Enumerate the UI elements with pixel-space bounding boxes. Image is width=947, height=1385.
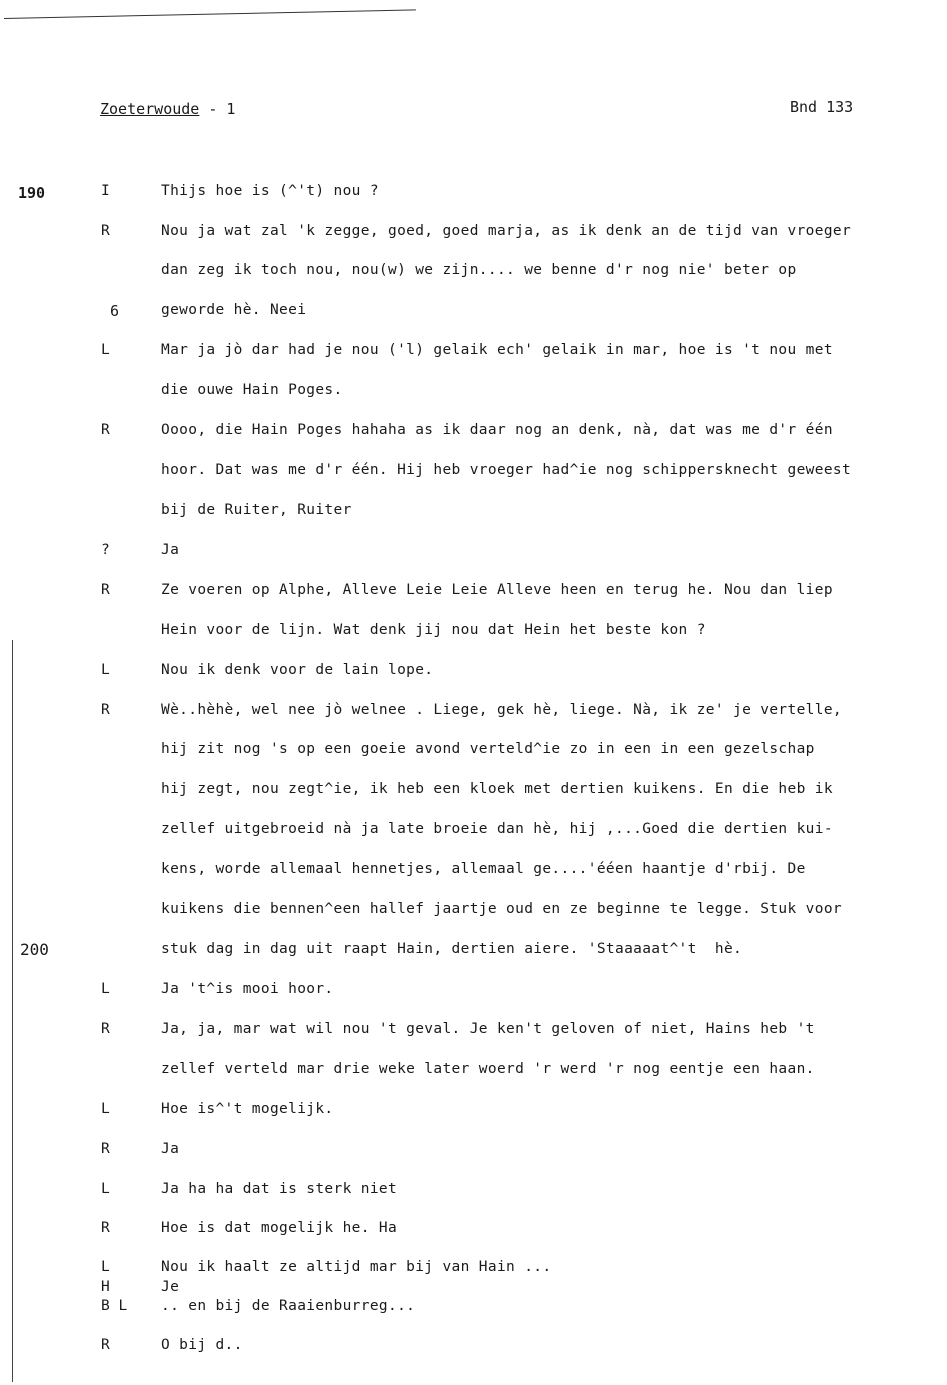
line-text: Nou ik haalt ze altijd mar bij van Hain ... — [161, 1259, 552, 1275]
line-text: O bij d.. — [161, 1337, 243, 1353]
transcript-line — [0, 662, 947, 682]
transcript-line — [0, 1021, 947, 1041]
line-text: Hoe is^'t mogelijk. — [161, 1101, 334, 1117]
transcript-line — [0, 1279, 947, 1299]
line-text: Ja 't^is mooi hoor. — [161, 981, 334, 997]
speaker-label: I — [101, 183, 110, 199]
line-text: Je — [161, 1279, 180, 1295]
transcript-line — [0, 781, 947, 801]
line-text: die ouwe Hain Poges. — [161, 382, 343, 398]
top-rule — [4, 9, 416, 19]
speaker-label: R — [101, 702, 110, 718]
speaker-label: L — [101, 1259, 110, 1275]
speaker-label: ? — [101, 542, 110, 558]
speaker-label: R — [101, 1337, 110, 1353]
transcript-line — [0, 262, 947, 282]
line-text: Wè..hèhè, wel nee jò welnee . Liege, gek hè, liege. Nà, ik ze' je vertelle, — [161, 702, 842, 718]
line-text: Ze voeren op Alphe, Alleve Leie Leie Alleve heen en terug he. Nou dan liep — [161, 582, 833, 598]
transcript-line — [0, 542, 947, 562]
transcript-line — [0, 502, 947, 522]
speaker-label: R — [101, 582, 110, 598]
line-text: Nou ik denk voor de lain lope. — [161, 662, 434, 678]
line-marker: 6 — [110, 302, 120, 320]
transcript-line — [0, 223, 947, 243]
line-text: hij zegt, nou zegt^ie, ik heb een kloek met dertien kuikens. En die heb ik — [161, 781, 833, 797]
transcript-line — [0, 981, 947, 1001]
line-text: hij zit nog 's op een goeie avond verteld^ie zo in een in een gezelschap — [161, 741, 815, 757]
line-text: Mar ja jò dar had je nou ('l) gelaik ech' gelaik in mar, hoe is 't nou met — [161, 342, 833, 358]
transcript-line — [0, 1141, 947, 1161]
transcript-line — [0, 1220, 947, 1240]
line-text: stuk dag in dag uit raapt Hain, dertien aiere. 'Staaaaat^'t hè. — [161, 941, 743, 957]
speaker-label: L — [101, 1101, 110, 1117]
line-text: bij de Ruiter, Ruiter — [161, 502, 352, 518]
speaker-label: H — [101, 1279, 110, 1295]
speaker-label: L — [101, 1181, 110, 1197]
speaker-label: R — [101, 1021, 110, 1037]
speaker-label: L — [101, 981, 110, 997]
speaker-label: L — [101, 342, 110, 358]
line-text: hoor. Dat was me d'r één. Hij heb vroeger had^ie nog schippersknecht geweest — [161, 462, 852, 478]
transcript-line — [0, 183, 947, 203]
speaker-label: L — [101, 662, 110, 678]
line-text: Ja, ja, mar wat wil nou 't geval. Je ken't geloven of niet, Hains heb 't — [161, 1021, 815, 1037]
transcript-line — [0, 821, 947, 841]
transcript-line — [0, 342, 947, 362]
transcript-line — [0, 382, 947, 402]
transcript-line — [0, 861, 947, 881]
line-text: .. en bij de Raaienburreg... — [161, 1298, 416, 1314]
transcript-line — [0, 422, 947, 442]
line-text: Hoe is dat mogelijk he. Ha — [161, 1220, 398, 1236]
transcript-line — [0, 302, 947, 322]
line-text: Ja — [161, 1141, 180, 1157]
margin-number-190: 190 — [18, 184, 46, 202]
transcript-line — [0, 1259, 947, 1279]
transcript-line — [0, 1101, 947, 1121]
transcript-line — [0, 941, 947, 961]
line-text: Ja ha ha dat is sterk niet — [161, 1181, 398, 1197]
line-text: Ja — [161, 542, 180, 558]
transcript-line — [0, 1061, 947, 1081]
title-suffix: - 1 — [199, 100, 236, 118]
transcript-line — [0, 582, 947, 602]
document-title — [100, 100, 235, 118]
margin-number-200: 200 — [20, 940, 49, 959]
speaker-label: R — [101, 1141, 110, 1157]
line-text: zellef verteld mar drie weke later woerd 'r werd 'r nog eentje een haan. — [161, 1061, 815, 1077]
transcript-line — [0, 462, 947, 482]
transcript-line — [0, 1298, 947, 1318]
transcript-line — [0, 741, 947, 761]
line-text: zellef uitgebroeid nà ja late broeie dan hè, hij ,...Goed die dertien kui- — [161, 821, 833, 837]
line-text: geworde hè. Neei — [161, 302, 307, 318]
line-text: Thijs hoe is (^'t) nou ? — [161, 183, 379, 199]
band-number: Bnd 133 — [790, 98, 854, 116]
line-text: Oooo, die Hain Poges hahaha as ik daar nog an denk, nà, dat was me d'r één — [161, 422, 833, 438]
speaker-label: B L — [101, 1298, 128, 1314]
transcript-line — [0, 1181, 947, 1201]
speaker-label: R — [101, 223, 110, 239]
line-text: Nou ja wat zal 'k zegge, goed, goed marja, as ik denk an de tijd van vroeger — [161, 223, 852, 239]
speaker-label: R — [101, 422, 110, 438]
line-text: dan zeg ik toch nou, nou(w) we zijn.... we benne d'r nog nie' beter op — [161, 262, 797, 278]
transcript-line — [0, 702, 947, 722]
title-text: Zoeterwoude — [100, 100, 200, 118]
transcript-line — [0, 1337, 947, 1357]
transcript-line — [0, 901, 947, 921]
line-text: kens, worde allemaal hennetjes, allemaal ge....'ééen haantje d'rbij. De — [161, 861, 806, 877]
speaker-label: R — [101, 1220, 110, 1236]
line-text: kuikens die bennen^een hallef jaartje oud en ze beginne te legge. Stuk voor — [161, 901, 842, 917]
line-text: Hein voor de lijn. Wat denk jij nou dat Hein het beste kon ? — [161, 622, 706, 638]
transcript-line — [0, 622, 947, 642]
